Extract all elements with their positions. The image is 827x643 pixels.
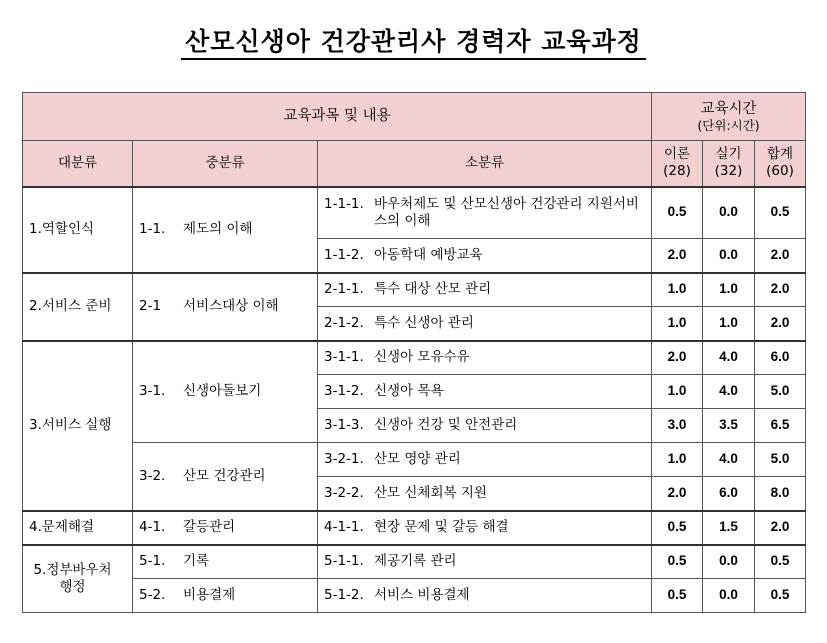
total-cell: 0.5 [755, 579, 806, 613]
course-content-header: 교육과목 및 내용 [23, 93, 652, 141]
theory-cell: 1.0 [652, 375, 703, 409]
practice-cell: 1.0 [703, 273, 755, 307]
middle-cell: 1-1. 제도의 이해 [133, 187, 318, 273]
total-cell: 5.0 [755, 443, 806, 477]
total-cell: 5.0 [755, 375, 806, 409]
middle-cell: 4-1. 갈등관리 [133, 511, 318, 545]
theory-cell: 1.0 [652, 307, 703, 341]
minor-cell: 2-1-2. 특수 신생아 관리 [318, 307, 652, 341]
page-title: 산모신생아 건강관리사 경력자 교육과정 [0, 22, 827, 58]
theory-cell: 0.5 [652, 545, 703, 579]
middle-cell: 3-1. 신생아돌보기 [133, 341, 318, 443]
table-row [23, 545, 806, 579]
curriculum-table [22, 92, 806, 613]
total-cell: 0.5 [755, 545, 806, 579]
hours-header [652, 93, 806, 141]
minor-cell: 3-1-1. 신생아 모유수유 [318, 341, 652, 375]
table-row [23, 443, 806, 477]
minor-cell: 1-1-1. 바우처제도 및 산모신생아 건강관리 지원서비스의 이해 [318, 187, 652, 239]
table-row [23, 187, 806, 239]
practice-cell: 4.0 [703, 375, 755, 409]
theory-cell: 2.0 [652, 477, 703, 511]
practice-cell: 0.0 [703, 579, 755, 613]
table-row [23, 341, 806, 375]
practice-cell: 0.0 [703, 239, 755, 273]
header-row-2 [23, 141, 806, 187]
minor-cell: 2-1-1. 특수 대상 산모 관리 [318, 273, 652, 307]
practice-cell: 0.0 [703, 187, 755, 239]
table-row [23, 273, 806, 307]
minor-cell: 3-2-1. 산모 영양 관리 [318, 443, 652, 477]
sum-header: 합계 (60) [755, 141, 806, 187]
minor-cell: 3-1-2. 신생아 목욕 [318, 375, 652, 409]
middle-cell: 5-2. 비용결제 [133, 579, 318, 613]
table-row [23, 511, 806, 545]
minor-cell: 4-1-1. 현장 문제 및 갈등 해결 [318, 511, 652, 545]
practice-cell: 4.0 [703, 443, 755, 477]
theory-cell: 0.5 [652, 511, 703, 545]
major-cell: 2.서비스 준비 [23, 273, 133, 341]
practice-cell: 4.0 [703, 341, 755, 375]
theory-cell: 1.0 [652, 443, 703, 477]
theory-cell: 3.0 [652, 409, 703, 443]
major-cell: 3.서비스 실행 [23, 341, 133, 511]
total-cell: 8.0 [755, 477, 806, 511]
total-cell: 2.0 [755, 307, 806, 341]
practice-cell: 0.0 [703, 545, 755, 579]
total-cell: 2.0 [755, 273, 806, 307]
minor-header: 소분류 [318, 141, 652, 187]
total-cell: 0.5 [755, 187, 806, 239]
total-cell: 2.0 [755, 239, 806, 273]
theory-cell: 0.5 [652, 579, 703, 613]
theory-cell: 1.0 [652, 273, 703, 307]
theory-cell: 0.5 [652, 187, 703, 239]
practice-cell: 6.0 [703, 477, 755, 511]
major-header: 대분류 [23, 141, 133, 187]
theory-cell: 2.0 [652, 341, 703, 375]
table-row [23, 579, 806, 613]
total-cell: 6.5 [755, 409, 806, 443]
theory-header: 이론 (28) [652, 141, 703, 187]
hours-unit: (단위:시간) [697, 117, 760, 133]
practice-header: 실기 (32) [703, 141, 755, 187]
middle-cell: 5-1. 기록 [133, 545, 318, 579]
total-cell: 6.0 [755, 341, 806, 375]
major-cell: 1.역할인식 [23, 187, 133, 273]
minor-cell: 1-1-2. 아동학대 예방교육 [318, 239, 652, 273]
minor-cell: 3-2-2. 산모 신체회복 지원 [318, 477, 652, 511]
major-cell: 5.정부바우처 행정 [23, 545, 133, 613]
theory-cell: 2.0 [652, 239, 703, 273]
middle-header: 중분류 [133, 141, 318, 187]
minor-cell: 5-1-2. 서비스 비용결제 [318, 579, 652, 613]
minor-cell: 5-1-1. 제공기록 관리 [318, 545, 652, 579]
middle-cell: 2-1 서비스대상 이해 [133, 273, 318, 341]
middle-cell: 3-2. 산모 건강관리 [133, 443, 318, 511]
practice-cell: 1.0 [703, 307, 755, 341]
hours-label: 교육시간 [700, 100, 757, 117]
major-cell: 4.문제해결 [23, 511, 133, 545]
total-cell: 2.0 [755, 511, 806, 545]
practice-cell: 1.5 [703, 511, 755, 545]
practice-cell: 3.5 [703, 409, 755, 443]
minor-cell: 3-1-3. 신생아 건강 및 안전관리 [318, 409, 652, 443]
header-row-1 [23, 93, 806, 141]
